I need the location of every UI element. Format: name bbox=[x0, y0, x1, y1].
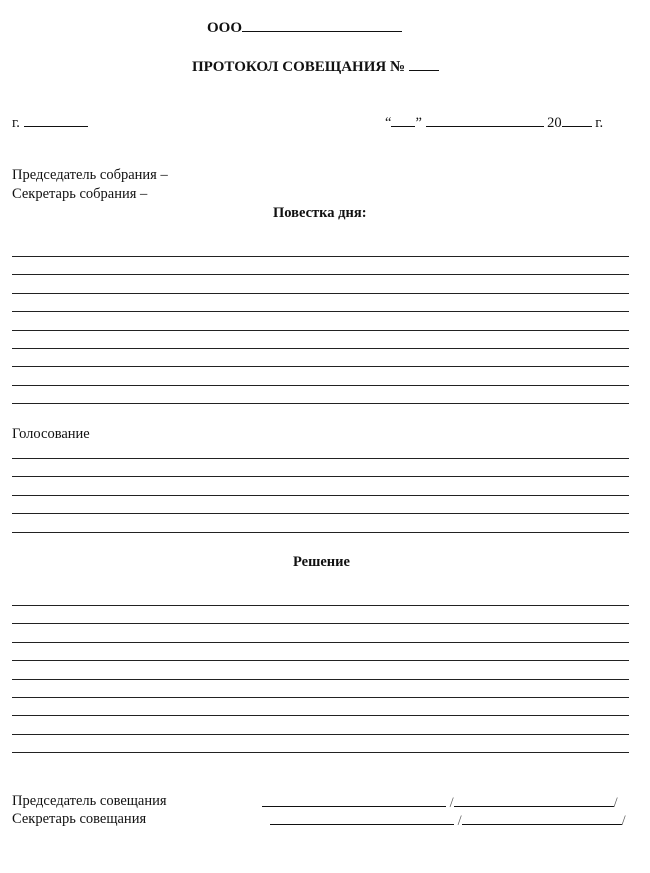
secretary-signature bbox=[270, 812, 626, 829]
writing-line[interactable] bbox=[12, 623, 629, 624]
writing-line[interactable] bbox=[12, 697, 629, 698]
writing-line[interactable] bbox=[12, 476, 629, 477]
month-blank[interactable] bbox=[426, 114, 544, 127]
city-blank[interactable] bbox=[24, 114, 88, 127]
writing-line[interactable] bbox=[12, 495, 629, 496]
year-prefix: 20 bbox=[547, 115, 562, 131]
close-quote: ” bbox=[415, 115, 422, 131]
protocol-number-blank[interactable] bbox=[409, 58, 439, 71]
writing-line[interactable] bbox=[12, 385, 629, 386]
title-text: ПРОТОКОЛ СОВЕЩАНИЯ № bbox=[192, 59, 406, 75]
separator: / bbox=[621, 813, 626, 829]
year-suffix: г. bbox=[595, 115, 604, 131]
writing-line[interactable] bbox=[12, 715, 629, 716]
chairman-signature bbox=[262, 794, 618, 811]
writing-line[interactable] bbox=[12, 293, 629, 294]
writing-line[interactable] bbox=[12, 660, 629, 661]
writing-line[interactable] bbox=[12, 348, 629, 349]
org-name-blank[interactable] bbox=[242, 19, 402, 32]
city-field bbox=[12, 114, 88, 131]
secretary-line: Секретарь собрания – bbox=[12, 186, 148, 202]
writing-line[interactable] bbox=[12, 366, 629, 367]
open-quote: “ bbox=[385, 115, 392, 131]
day-blank[interactable] bbox=[391, 114, 415, 127]
writing-line[interactable] bbox=[12, 311, 629, 312]
voting-heading: Голосование bbox=[12, 426, 90, 442]
org-name bbox=[207, 19, 402, 36]
writing-line[interactable] bbox=[12, 605, 629, 606]
separator: / bbox=[613, 795, 618, 811]
org-prefix: ООО bbox=[207, 20, 243, 36]
chairman-name-blank[interactable] bbox=[454, 794, 614, 807]
writing-line[interactable] bbox=[12, 330, 629, 331]
separator: / bbox=[457, 813, 462, 829]
chairman-signature-label: Председатель совещания bbox=[12, 793, 167, 809]
chairman-line: Председатель собрания – bbox=[12, 167, 168, 183]
secretary-signature-blank[interactable] bbox=[270, 812, 454, 825]
year-blank[interactable] bbox=[562, 114, 592, 127]
secretary-signature-label: Секретарь совещания bbox=[12, 811, 147, 827]
agenda-heading: Повестка дня: bbox=[273, 205, 367, 221]
writing-line[interactable] bbox=[12, 274, 629, 275]
writing-line[interactable] bbox=[12, 752, 629, 753]
writing-line[interactable] bbox=[12, 642, 629, 643]
writing-line[interactable] bbox=[12, 403, 629, 404]
writing-line[interactable] bbox=[12, 679, 629, 680]
date-field bbox=[385, 114, 603, 131]
chairman-signature-blank[interactable] bbox=[262, 794, 446, 807]
city-label: г. bbox=[12, 115, 20, 131]
writing-line[interactable] bbox=[12, 256, 629, 257]
writing-line[interactable] bbox=[12, 458, 629, 459]
secretary-name-blank[interactable] bbox=[462, 812, 622, 825]
separator: / bbox=[449, 795, 454, 811]
writing-line[interactable] bbox=[12, 734, 629, 735]
document-title bbox=[192, 58, 439, 75]
decision-heading: Решение bbox=[293, 554, 350, 570]
writing-line[interactable] bbox=[12, 532, 629, 533]
writing-line[interactable] bbox=[12, 513, 629, 514]
